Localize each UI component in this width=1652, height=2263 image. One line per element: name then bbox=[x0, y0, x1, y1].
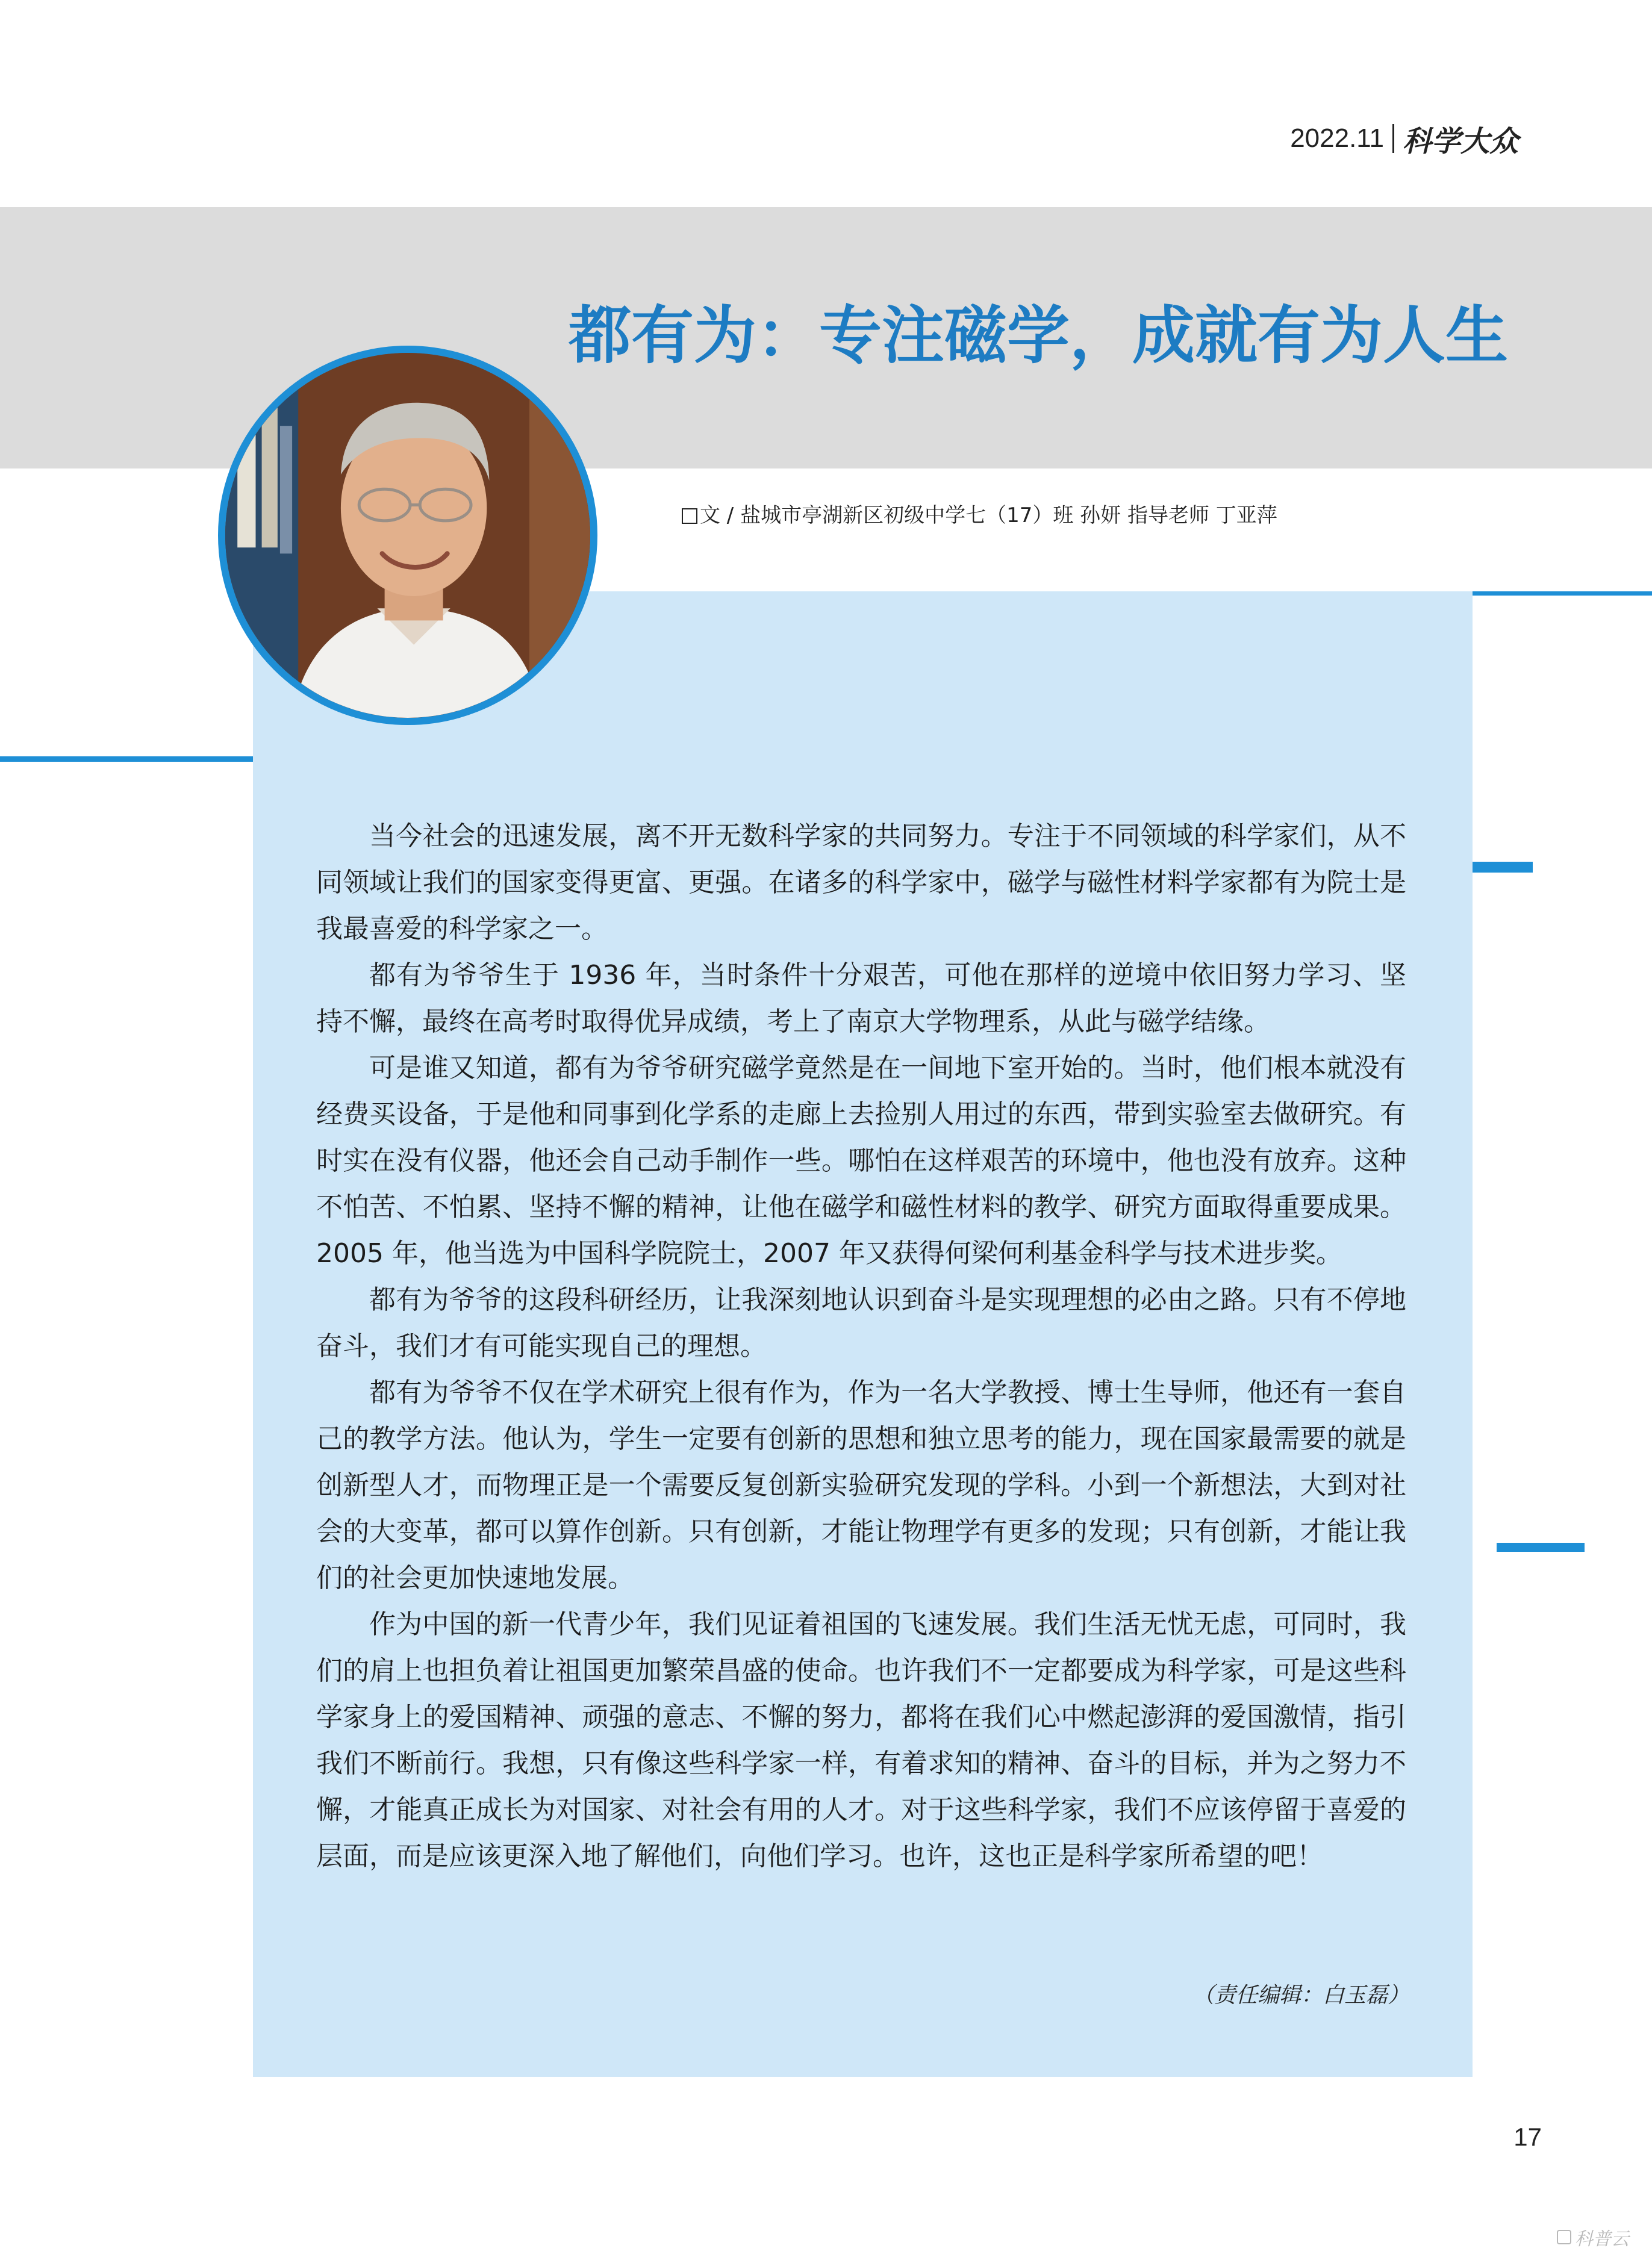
paragraph-6: 作为中国的新一代青少年，我们见证着祖国的飞速发展。我们生活无忧无虑，可同时，我们的肩上也担负着让祖国更加繁荣昌盛的使命。也许我们不一定都要成为科学家，可是这些科学家身上的爱国精神、顽强的意志、不懈的努力，都将在我们心中燃起澎湃的爱国激情，指引我们不断前行。我想，只有像这些科学家一样，有着求知的精神、奋斗的目标，并为之努力不懈，才能真正成长为对国家、对社会有用的人才。对于这些科学家，我们不应该停留于喜爱的层面，而是应该更深入地了解他们，向他们学习。也许，这也正是科学家所希望的吧！ bbox=[316, 1609, 1406, 1872]
left-rule bbox=[0, 756, 253, 762]
watermark bbox=[1557, 2222, 1641, 2252]
byline-box-icon bbox=[682, 508, 697, 524]
article-body bbox=[316, 813, 1406, 1879]
byline-text: 文 / 盐城市亭湖新区初级中学七（17）班 孙妍 指导老师 丁亚萍 bbox=[700, 503, 1277, 528]
paragraph-2: 都有为爷爷生于 1936 年，当时条件十分艰苦，可他在那样的逆境中依旧努力学习、坚持不懈，最终在高考时取得优异成绩，考上了南京大学物理系，从此与磁学结缘。 bbox=[316, 960, 1406, 1037]
page-number: 17 bbox=[1513, 2123, 1542, 2151]
issue-header bbox=[1290, 120, 1518, 157]
portrait-illustration bbox=[225, 353, 590, 718]
watermark-text: 科普云 bbox=[1575, 2229, 1629, 2250]
paragraph-4: 都有为爷爷的这段科研经历，让我深刻地认识到奋斗是实现理想的必由之路。只有不停地奋斗，我们才有可能实现自己的理想。 bbox=[316, 1284, 1406, 1362]
portrait-photo bbox=[218, 346, 597, 725]
byline bbox=[682, 501, 1585, 530]
editor-credit: （责任编辑：白玉磊） bbox=[1192, 1983, 1409, 2008]
paragraph-5: 都有为爷爷不仅在学术研究上很有作为，作为一名大学教授、博士生导师，他还有一套自己的教学方法。他认为，学生一定要有创新的思想和独立思考的能力，现在国家最需要的就是创新型人才，而物理正是一个需要反复创新实验研究发现的学科。小到一个新想法，大到对社会的大变革，都可以算作创新。只有创新，才能让物理学有更多的发现；只有创新，才能让我们的社会更加快速地发展。 bbox=[316, 1377, 1406, 1593]
paragraph-1: 当今社会的迅速发展，离不开无数科学家的共同努力。专注于不同领域的科学家们，从不同领域让我们的国家变得更富、更强。在诸多的科学家中，磁学与磁性材料学家都有为院士是我最喜爱的科学家之一。 bbox=[316, 821, 1406, 944]
paragraph-3: 可是谁又知道，都有为爷爷研究磁学竟然是在一间地下室开始的。当时，他们根本就没有经费买设备，于是他和同事到化学系的走廊上去捡别人用过的东西，带到实验室去做研究。有时实在没有仪器，他还会自己动手制作一些。哪怕在这样艰苦的环境中，他也没有放弃。这种不怕苦、不怕累、坚持不懈的精神，让他在磁学和磁性材料的教学、研究方面取得重要成果。2005 年，他当选为中国科学院院士，2007 年又获得何梁何利基金科学与技术进步奖。 bbox=[316, 1053, 1406, 1269]
watermark-logo-icon bbox=[1557, 2230, 1571, 2244]
margin-tick-upper bbox=[1473, 862, 1533, 873]
margin-tick-lower bbox=[1497, 1543, 1585, 1552]
magazine-logo: 科学大众 bbox=[1402, 124, 1518, 158]
article-title: 都有为：专注磁学，成就有为人生 bbox=[569, 299, 1509, 372]
header-separator bbox=[1392, 124, 1394, 153]
issue-date: 2022.11 bbox=[1290, 123, 1384, 153]
